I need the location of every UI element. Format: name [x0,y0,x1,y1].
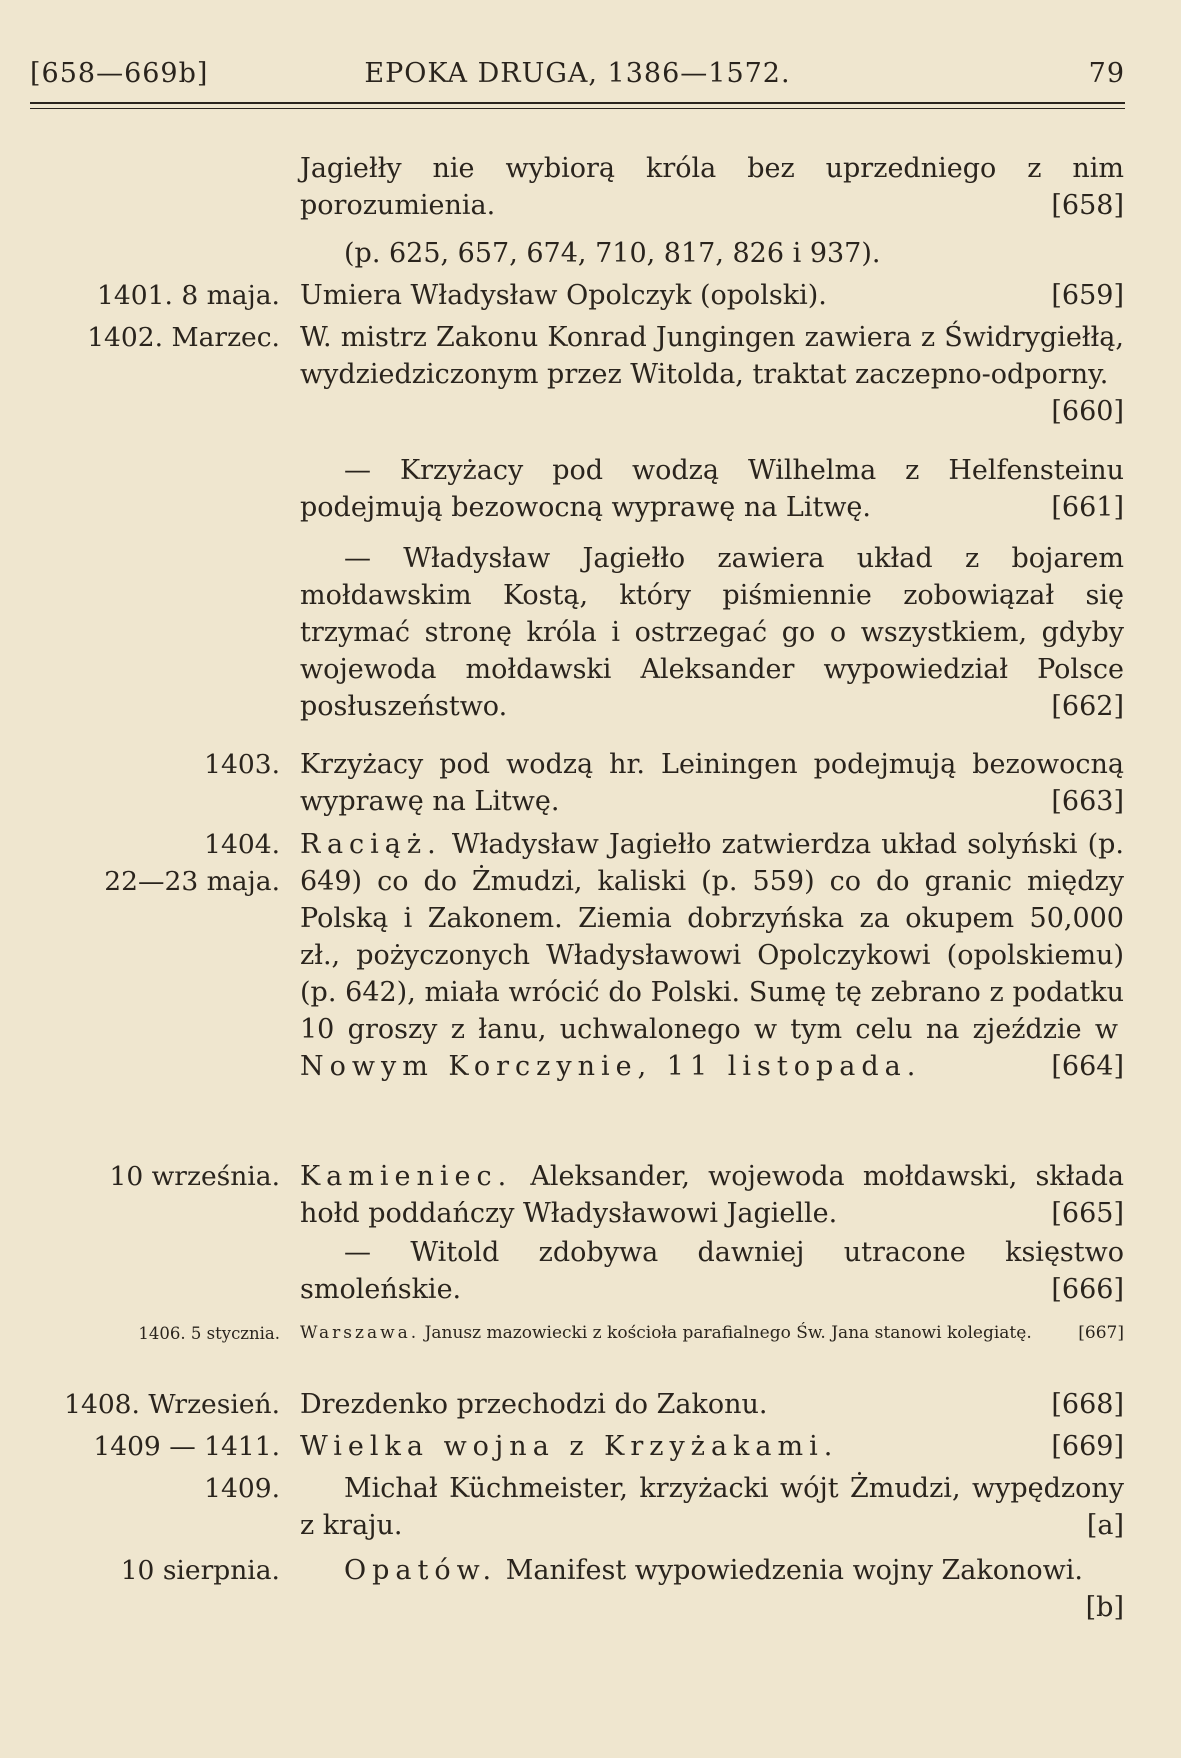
entry-date: 1406. 5 stycznia. [138,1324,280,1343]
entry-date: 10 sierpnia. [120,1555,280,1586]
header-title: EPOKA DRUGA, 1386—1572. [364,58,791,89]
entry-text: Krzyżacy pod wodzą hr. Leiningen podejmują bezowocną wyprawę na Litwę. [663] [300,746,1124,820]
running-header [30,58,1125,98]
entry-date: 1403. [204,749,280,780]
entry-text: Drezdenko przechodzi do Zakonu. [668] [300,1386,1124,1423]
header-rule-thin [30,108,1125,109]
entry-ref: [665] [1051,1198,1124,1229]
entry-ref: [662] [1051,691,1124,722]
entry-ref: [659] [1051,280,1124,311]
entry-date: 1401. 8 maja. [97,280,280,311]
entry-date-day: 22—23 maja. [104,866,280,897]
entry-ref: [664] [1051,1051,1124,1082]
entry-date: 1402. Marzec. [87,322,280,353]
entry-date: 1409. [204,1473,280,1504]
entry-text: — Władysław Jagiełło zawiera układ z bojarem mołdawskim Kostą, który piśmiennie zobowiązał się trzymać stronę króla i ostrzegać go o wszystkiem, gdyby wojewoda mołdawski Aleksander wypowiedział Polsce posłuszeństwo. [662] [300,540,1124,725]
entry-text: Raciąż. Władysław Jagiełło zatwierdza układ solyński (p. 649) co do Żmudzi, kaliski (p. 559) co do granic między Polską i Zakonem. Ziemia dobrzyńska za okupem 50,000 zł., pożyczonych Władysławowi Opolczykowi (opolskiemu) (p. 642), miała wrócić do Polski. Sumę tę zebrano z podatku 10 groszy z łanu, uchwalonego w tym celu na zjeździe w Nowym Korczynie, 11 listopada. [664] [300,826,1124,1085]
entry-text: Umiera Władysław Opolczyk (opolski). [659] [300,277,1124,314]
header-rule-thick [30,102,1125,104]
entry-text: Warszawa. Janusz mazowiecki z kościoła parafialnego Św. Jana stanowi kolegiatę. [667] [300,1323,1124,1343]
entry-text [300,1428,1124,1465]
entry-date: 1409 — 1411. [93,1431,280,1462]
entry-text: Michał Küchmeister, krzyżacki wójt Żmudzi, wypędzony z kraju. [a] [300,1470,1124,1544]
entry-text: W. mistrz Zakonu Konrad Jungingen zawiera z Świdrygiełłą, wydziedziczonym przez Witolda, traktat zaczepno-odporny. [660] [300,319,1124,430]
entry-ref: [669] [1051,1431,1124,1462]
entry-text: Jagiełły nie wybiorą króla bez uprzedniego z nim porozumienia. [658] [300,150,1124,224]
entry-ref: [661] [1051,492,1124,523]
section-heading: Wielka wojna z Krzyżakami. [300,1431,839,1462]
entry-text: Kamieniec. Aleksander, wojewoda mołdawski, składa hołd poddańczy Władysławowi Jagielle. [665] [300,1158,1124,1232]
place-name: w Nowym Korczynie, 11 listopada. [300,1014,1124,1082]
entry-date: 1404. [204,829,280,860]
entry-ref: [667] [1078,1323,1124,1343]
entry-text: Opatów. Manifest wypowiedzenia wojny Zakonowi. [b] [300,1552,1124,1626]
entry-text: (p. 625, 657, 674, 710, 817, 826 i 937). [344,238,881,269]
entry-date: 1408. Wrzesień. [64,1389,280,1420]
entry-ref: [660] [1051,396,1124,427]
place-name: Opatów. [344,1555,498,1586]
entry-ref: [a] [1086,1510,1124,1541]
entry-ref: [668] [1051,1389,1124,1420]
entry-text: — Krzyżacy pod wodzą Wilhelma z Helfensteinu podejmują bezowocną wyprawę na Litwę. [661] [300,452,1124,526]
place-name: Kamieniec. [300,1161,513,1192]
entry-ref: [663] [1051,786,1124,817]
entry-date: 10 września. [109,1161,280,1192]
entry-text: — Witold zdobywa dawniej utracone księstwo smoleńskie. [666] [300,1234,1124,1308]
page-number: 79 [1088,58,1125,89]
entry-ref: [658] [1051,190,1124,221]
place-name: Raciąż. [300,829,442,860]
entry-ref: [666] [1051,1274,1124,1305]
header-entry-range: [658—669b] [30,58,209,89]
place-name: Warszawa. [300,1323,420,1343]
entry-ref: [b] [1085,1592,1124,1623]
